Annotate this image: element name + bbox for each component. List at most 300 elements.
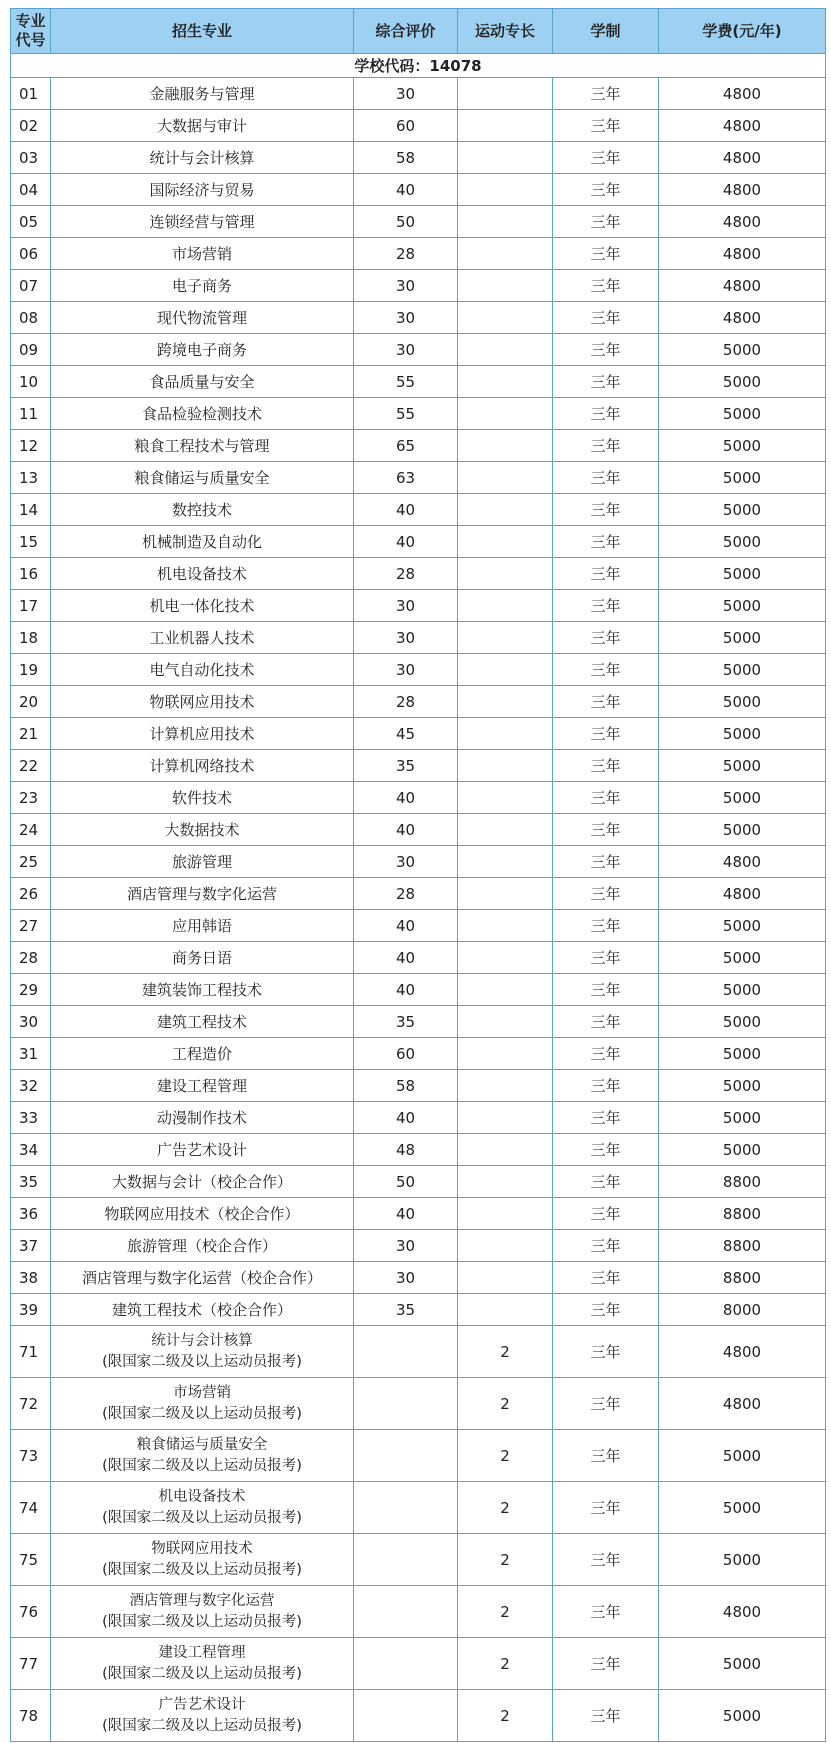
cell-sports: 2 [458, 1378, 553, 1430]
cell-duration: 三年 [553, 1102, 659, 1134]
cell-code: 08 [11, 302, 51, 334]
header-fee: 学费(元/年) [659, 9, 826, 54]
cell-sports [458, 1294, 553, 1326]
table-row [11, 398, 826, 430]
table-row-sports [11, 1482, 826, 1534]
cell-composite: 40 [354, 814, 458, 846]
cell-fee: 5000 [659, 334, 826, 366]
cell-composite: 40 [354, 494, 458, 526]
cell-code: 17 [11, 590, 51, 622]
cell-sports [458, 622, 553, 654]
enrollment-table [10, 8, 826, 1742]
cell-fee: 5000 [659, 1134, 826, 1166]
cell-composite: 40 [354, 1102, 458, 1134]
cell-sports [458, 206, 553, 238]
cell-code: 15 [11, 526, 51, 558]
cell-major: 统计与会计核算 [51, 142, 354, 174]
cell-code: 30 [11, 1006, 51, 1038]
cell-duration: 三年 [553, 1430, 659, 1482]
cell-major: 大数据与会计（校企合作） [51, 1166, 354, 1198]
cell-duration: 三年 [553, 174, 659, 206]
cell-sports [458, 1166, 553, 1198]
table-row [11, 462, 826, 494]
cell-major: 建筑工程技术（校企合作） [51, 1294, 354, 1326]
cell-major: 广告艺术设计 [51, 1134, 354, 1166]
cell-sports [458, 430, 553, 462]
table-row [11, 654, 826, 686]
cell-composite: 30 [354, 1230, 458, 1262]
cell-major: 旅游管理 [51, 846, 354, 878]
table-row [11, 878, 826, 910]
table-row [11, 1102, 826, 1134]
cell-code: 03 [11, 142, 51, 174]
cell-code: 12 [11, 430, 51, 462]
cell-sports [458, 1070, 553, 1102]
cell-duration: 三年 [553, 366, 659, 398]
cell-major: 酒店管理与数字化运营（校企合作） [51, 1262, 354, 1294]
cell-fee: 5000 [659, 782, 826, 814]
cell-code: 78 [11, 1690, 51, 1742]
cell-fee: 5000 [659, 1006, 826, 1038]
cell-fee: 4800 [659, 878, 826, 910]
cell-duration: 三年 [553, 1482, 659, 1534]
cell-composite: 30 [354, 622, 458, 654]
cell-sports [458, 398, 553, 430]
cell-code: 74 [11, 1482, 51, 1534]
cell-composite: 60 [354, 110, 458, 142]
major-note: (限国家二级及以上运动员报考) [102, 1717, 302, 1734]
cell-duration: 三年 [553, 78, 659, 110]
cell-major: 大数据技术 [51, 814, 354, 846]
cell-composite [354, 1534, 458, 1586]
cell-composite: 30 [354, 334, 458, 366]
cell-code: 14 [11, 494, 51, 526]
major-note: (限国家二级及以上运动员报考) [102, 1613, 302, 1630]
cell-sports [458, 782, 553, 814]
cell-duration: 三年 [553, 1038, 659, 1070]
cell-fee: 5000 [659, 910, 826, 942]
cell-composite: 30 [354, 590, 458, 622]
cell-fee: 4800 [659, 174, 826, 206]
cell-duration: 三年 [553, 526, 659, 558]
cell-fee: 4800 [659, 1326, 826, 1378]
cell-duration: 三年 [553, 110, 659, 142]
cell-duration: 三年 [553, 1198, 659, 1230]
cell-code: 10 [11, 366, 51, 398]
cell-fee: 5000 [659, 1070, 826, 1102]
cell-fee: 4800 [659, 142, 826, 174]
header-code [11, 9, 51, 54]
table-row [11, 142, 826, 174]
cell-fee: 8800 [659, 1166, 826, 1198]
cell-composite: 40 [354, 1198, 458, 1230]
cell-major: 食品质量与安全 [51, 366, 354, 398]
cell-fee: 5000 [659, 462, 826, 494]
cell-sports: 2 [458, 1482, 553, 1534]
cell-fee: 4800 [659, 270, 826, 302]
cell-fee: 8800 [659, 1262, 826, 1294]
cell-sports [458, 910, 553, 942]
cell-fee: 5000 [659, 718, 826, 750]
cell-sports [458, 654, 553, 686]
cell-fee: 8800 [659, 1230, 826, 1262]
cell-sports [458, 1262, 553, 1294]
cell-code: 05 [11, 206, 51, 238]
cell-fee: 5000 [659, 750, 826, 782]
cell-sports [458, 78, 553, 110]
table-row [11, 430, 826, 462]
table-row-sports [11, 1638, 826, 1690]
major-name: 广告艺术设计 [158, 1696, 246, 1713]
cell-fee: 4800 [659, 1378, 826, 1430]
cell-major: 粮食工程技术与管理 [51, 430, 354, 462]
cell-code: 01 [11, 78, 51, 110]
cell-major [51, 1638, 354, 1690]
header-code-line1: 专业 [15, 12, 46, 30]
cell-code: 32 [11, 1070, 51, 1102]
header-sports: 运动专长 [458, 9, 553, 54]
cell-sports [458, 526, 553, 558]
cell-major: 物联网应用技术 [51, 686, 354, 718]
cell-major: 电气自动化技术 [51, 654, 354, 686]
cell-fee: 5000 [659, 430, 826, 462]
cell-code: 77 [11, 1638, 51, 1690]
cell-major: 跨境电子商务 [51, 334, 354, 366]
cell-fee: 5000 [659, 622, 826, 654]
cell-sports: 2 [458, 1638, 553, 1690]
cell-duration: 三年 [553, 270, 659, 302]
cell-composite: 50 [354, 1166, 458, 1198]
cell-major: 市场营销 [51, 238, 354, 270]
table-row [11, 1198, 826, 1230]
cell-code: 02 [11, 110, 51, 142]
cell-composite: 30 [354, 302, 458, 334]
major-note: (限国家二级及以上运动员报考) [102, 1353, 302, 1370]
cell-composite: 30 [354, 1262, 458, 1294]
cell-composite: 35 [354, 750, 458, 782]
cell-sports [458, 366, 553, 398]
cell-duration: 三年 [553, 1586, 659, 1638]
cell-code: 21 [11, 718, 51, 750]
cell-composite: 30 [354, 846, 458, 878]
cell-major: 机电一体化技术 [51, 590, 354, 622]
cell-sports: 2 [458, 1430, 553, 1482]
table-row [11, 110, 826, 142]
table-row [11, 1006, 826, 1038]
school-code-row [11, 54, 826, 78]
cell-duration: 三年 [553, 1230, 659, 1262]
cell-major: 电子商务 [51, 270, 354, 302]
cell-code: 23 [11, 782, 51, 814]
major-note: (限国家二级及以上运动员报考) [102, 1561, 302, 1578]
cell-major: 计算机应用技术 [51, 718, 354, 750]
table-row [11, 590, 826, 622]
cell-composite [354, 1690, 458, 1742]
cell-sports [458, 942, 553, 974]
major-note: (限国家二级及以上运动员报考) [102, 1509, 302, 1526]
cell-duration: 三年 [553, 1006, 659, 1038]
cell-major: 现代物流管理 [51, 302, 354, 334]
cell-fee: 4800 [659, 110, 826, 142]
cell-duration: 三年 [553, 462, 659, 494]
cell-code: 20 [11, 686, 51, 718]
cell-sports: 2 [458, 1534, 553, 1586]
cell-duration: 三年 [553, 782, 659, 814]
cell-fee: 4800 [659, 302, 826, 334]
table-body [11, 78, 826, 1742]
cell-duration: 三年 [553, 654, 659, 686]
cell-sports [458, 974, 553, 1006]
cell-major: 工业机器人技术 [51, 622, 354, 654]
cell-code: 72 [11, 1378, 51, 1430]
cell-code: 73 [11, 1430, 51, 1482]
cell-code: 07 [11, 270, 51, 302]
cell-duration: 三年 [553, 398, 659, 430]
cell-major: 机械制造及自动化 [51, 526, 354, 558]
table-row [11, 78, 826, 110]
cell-code: 16 [11, 558, 51, 590]
header-composite: 综合评价 [354, 9, 458, 54]
cell-duration: 三年 [553, 622, 659, 654]
header-code-line2: 代号 [15, 31, 46, 49]
cell-composite: 45 [354, 718, 458, 750]
cell-code: 22 [11, 750, 51, 782]
cell-fee: 8800 [659, 1198, 826, 1230]
cell-composite: 30 [354, 654, 458, 686]
table-row [11, 846, 826, 878]
cell-sports [458, 558, 553, 590]
major-name: 市场营销 [173, 1384, 231, 1401]
table-row [11, 270, 826, 302]
cell-sports [458, 686, 553, 718]
cell-code: 31 [11, 1038, 51, 1070]
cell-code: 24 [11, 814, 51, 846]
table-row [11, 622, 826, 654]
cell-duration: 三年 [553, 590, 659, 622]
cell-sports [458, 1006, 553, 1038]
cell-major [51, 1586, 354, 1638]
major-note: (限国家二级及以上运动员报考) [102, 1405, 302, 1422]
cell-code: 75 [11, 1534, 51, 1586]
cell-composite: 58 [354, 142, 458, 174]
cell-duration: 三年 [553, 878, 659, 910]
cell-composite: 28 [354, 238, 458, 270]
cell-fee: 5000 [659, 398, 826, 430]
table-row-sports [11, 1378, 826, 1430]
cell-duration: 三年 [553, 910, 659, 942]
cell-composite: 35 [354, 1006, 458, 1038]
cell-composite: 63 [354, 462, 458, 494]
cell-duration: 三年 [553, 334, 659, 366]
cell-composite: 40 [354, 174, 458, 206]
table-row [11, 814, 826, 846]
table-row [11, 750, 826, 782]
major-name: 建设工程管理 [158, 1644, 246, 1661]
cell-fee: 5000 [659, 558, 826, 590]
cell-code: 26 [11, 878, 51, 910]
cell-fee: 5000 [659, 974, 826, 1006]
cell-duration: 三年 [553, 1070, 659, 1102]
cell-duration: 三年 [553, 1534, 659, 1586]
cell-sports [458, 334, 553, 366]
cell-major [51, 1430, 354, 1482]
cell-major [51, 1326, 354, 1378]
cell-duration: 三年 [553, 1134, 659, 1166]
cell-fee: 5000 [659, 1482, 826, 1534]
cell-major: 建筑工程技术 [51, 1006, 354, 1038]
cell-major: 商务日语 [51, 942, 354, 974]
major-note: (限国家二级及以上运动员报考) [102, 1665, 302, 1682]
cell-major [51, 1690, 354, 1742]
table-row [11, 910, 826, 942]
cell-major: 旅游管理（校企合作） [51, 1230, 354, 1262]
cell-composite: 58 [354, 1070, 458, 1102]
cell-sports [458, 718, 553, 750]
enrollment-table-container [10, 8, 825, 1742]
cell-code: 09 [11, 334, 51, 366]
table-row [11, 1038, 826, 1070]
cell-code: 04 [11, 174, 51, 206]
cell-duration: 三年 [553, 686, 659, 718]
cell-duration: 三年 [553, 1690, 659, 1742]
cell-code: 11 [11, 398, 51, 430]
cell-duration: 三年 [553, 1294, 659, 1326]
cell-duration: 三年 [553, 846, 659, 878]
cell-sports [458, 1198, 553, 1230]
cell-code: 18 [11, 622, 51, 654]
cell-composite [354, 1586, 458, 1638]
cell-code: 34 [11, 1134, 51, 1166]
cell-major: 建设工程管理 [51, 1070, 354, 1102]
cell-code: 29 [11, 974, 51, 1006]
cell-code: 25 [11, 846, 51, 878]
header-major: 招生专业 [51, 9, 354, 54]
table-row [11, 1262, 826, 1294]
table-row [11, 942, 826, 974]
cell-composite: 28 [354, 686, 458, 718]
cell-major: 金融服务与管理 [51, 78, 354, 110]
cell-fee: 4800 [659, 1586, 826, 1638]
cell-major: 国际经济与贸易 [51, 174, 354, 206]
cell-duration: 三年 [553, 814, 659, 846]
cell-composite: 50 [354, 206, 458, 238]
cell-major: 物联网应用技术（校企合作） [51, 1198, 354, 1230]
cell-major: 连锁经营与管理 [51, 206, 354, 238]
cell-sports [458, 462, 553, 494]
cell-code: 13 [11, 462, 51, 494]
table-row [11, 494, 826, 526]
cell-code: 39 [11, 1294, 51, 1326]
table-row-sports [11, 1690, 826, 1742]
table-row [11, 1070, 826, 1102]
cell-major [51, 1378, 354, 1430]
cell-sports [458, 814, 553, 846]
cell-sports [458, 1230, 553, 1262]
cell-composite [354, 1326, 458, 1378]
table-row [11, 1166, 826, 1198]
cell-duration: 三年 [553, 206, 659, 238]
cell-composite: 65 [354, 430, 458, 462]
cell-major [51, 1482, 354, 1534]
cell-duration: 三年 [553, 494, 659, 526]
cell-major: 机电设备技术 [51, 558, 354, 590]
cell-composite [354, 1638, 458, 1690]
cell-major: 工程造价 [51, 1038, 354, 1070]
cell-fee: 5000 [659, 590, 826, 622]
cell-sports: 2 [458, 1326, 553, 1378]
cell-duration: 三年 [553, 430, 659, 462]
cell-major [51, 1534, 354, 1586]
cell-sports [458, 1038, 553, 1070]
cell-composite: 40 [354, 910, 458, 942]
cell-code: 37 [11, 1230, 51, 1262]
cell-sports [458, 1134, 553, 1166]
cell-major: 计算机网络技术 [51, 750, 354, 782]
major-name: 机电设备技术 [158, 1488, 246, 1505]
cell-sports: 2 [458, 1690, 553, 1742]
cell-fee: 5000 [659, 1102, 826, 1134]
cell-code: 35 [11, 1166, 51, 1198]
cell-major: 建筑装饰工程技术 [51, 974, 354, 1006]
cell-duration: 三年 [553, 302, 659, 334]
cell-sports [458, 142, 553, 174]
header-row [11, 9, 826, 54]
cell-major: 动漫制作技术 [51, 1102, 354, 1134]
cell-fee: 5000 [659, 526, 826, 558]
table-row-sports [11, 1534, 826, 1586]
table-row [11, 718, 826, 750]
cell-sports [458, 590, 553, 622]
cell-fee: 5000 [659, 1690, 826, 1742]
header-duration: 学制 [553, 9, 659, 54]
cell-duration: 三年 [553, 1326, 659, 1378]
cell-code: 28 [11, 942, 51, 974]
cell-composite: 60 [354, 1038, 458, 1070]
cell-major: 大数据与审计 [51, 110, 354, 142]
cell-composite: 40 [354, 782, 458, 814]
school-code-title: 学校代码：14078 [11, 54, 826, 78]
cell-composite: 40 [354, 974, 458, 1006]
table-row [11, 526, 826, 558]
table-row [11, 782, 826, 814]
table-row [11, 686, 826, 718]
table-row [11, 558, 826, 590]
table-row [11, 1134, 826, 1166]
cell-code: 19 [11, 654, 51, 686]
cell-composite: 30 [354, 78, 458, 110]
cell-sports [458, 494, 553, 526]
cell-fee: 5000 [659, 814, 826, 846]
table-row [11, 174, 826, 206]
cell-composite: 40 [354, 526, 458, 558]
cell-composite: 40 [354, 942, 458, 974]
cell-major: 酒店管理与数字化运营 [51, 878, 354, 910]
cell-major: 软件技术 [51, 782, 354, 814]
table-row [11, 334, 826, 366]
cell-fee: 5000 [659, 1638, 826, 1690]
cell-fee: 4800 [659, 846, 826, 878]
major-name: 物联网应用技术 [151, 1540, 253, 1557]
cell-composite [354, 1430, 458, 1482]
table-row-sports [11, 1586, 826, 1638]
table-row [11, 206, 826, 238]
cell-fee: 4800 [659, 238, 826, 270]
cell-sports [458, 270, 553, 302]
cell-duration: 三年 [553, 142, 659, 174]
cell-composite: 55 [354, 366, 458, 398]
cell-code: 36 [11, 1198, 51, 1230]
cell-duration: 三年 [553, 1262, 659, 1294]
